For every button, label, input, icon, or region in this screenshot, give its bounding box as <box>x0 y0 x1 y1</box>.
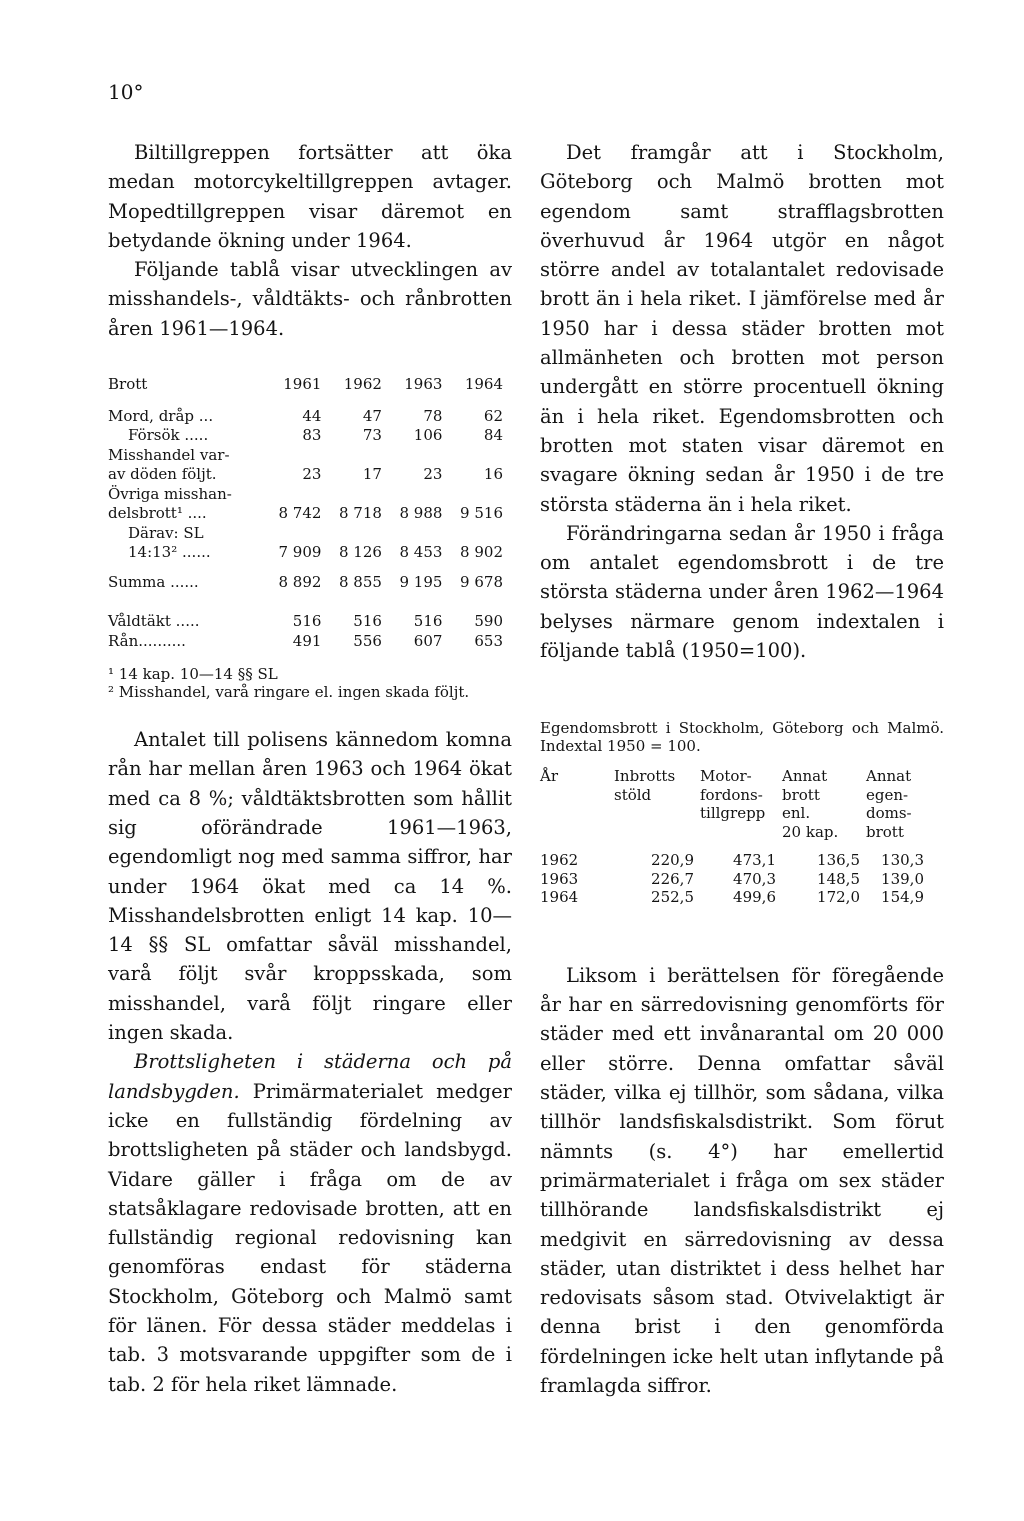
right-column <box>540 138 944 1400</box>
row-label: Rån.......... <box>108 631 186 650</box>
table-row-ran <box>108 632 503 652</box>
cell-inbrott: 252,5 <box>651 888 694 907</box>
cell-annat20: 136,5 <box>817 851 860 870</box>
table-row-forsok <box>108 426 503 446</box>
row-label: delsbrott¹ .... <box>108 504 207 523</box>
table-row <box>540 851 930 870</box>
cell-1963: 607 <box>413 631 443 650</box>
cell-1964: 653 <box>474 631 503 650</box>
table-row <box>540 888 930 907</box>
crime-table <box>108 375 503 651</box>
index-table <box>540 767 930 907</box>
cell-annategen: 130,3 <box>881 851 924 870</box>
cell-1961: 8 892 <box>278 572 322 591</box>
right-paragraph-3: Liksom i berättelsen för föregående år har en särredovisning genomförts för städer med ett invånarantal om 20 000 eller större. Denna omfattar såväl städer, vilka ej tillhör, som sådana, vilka tillhör landsfiskalsdistrikt. Som förut nämnts (s. 4°) har emellertid primärmaterialet i fråga om sex städer tillhörande landsfiskalsdistrikt ej medgivit en särredovisning av dessa städer, utan distriktet i dess helhet har redovisats såsom stad. Otvivelaktigt är denna brist i den genomförda fördelningen icke helt utan inflytande på framlagda siffror. <box>540 963 944 1397</box>
cell-1961: 8 742 <box>278 504 322 523</box>
left-paragraph-4-text: Primärmaterialet medger icke en fullständig fördelning av brottsligheten på städer och landsbygd. Vidare gäller i fråga om de av statsåklagare redovisade brotten, att en fullständig regional redovisning kan genomföras endast för städerna Stockholm, Göteborg och Malmö samt för länen. För dessa städer meddelas i tab. 3 motsvarande uppgifter som de i tab. 2 för hela riket lämnade. <box>108 1079 512 1396</box>
row-label: Mord, dråp ... <box>108 406 214 425</box>
header-1962: 1962 <box>343 375 382 394</box>
cell-1963: 516 <box>413 612 443 631</box>
cell-year: 1962 <box>540 851 579 870</box>
cell-motor: 470,3 <box>733 869 776 888</box>
cell-1962: 8 718 <box>338 504 382 523</box>
cell-1962: 556 <box>353 631 382 650</box>
row-label-line: Övriga misshan- <box>108 484 232 503</box>
table-row-valdtakt <box>108 612 503 632</box>
cell-annategen: 154,9 <box>881 888 924 907</box>
table-row-darav <box>108 543 503 563</box>
left-paragraph-1: Biltillgreppen fortsätter att öka medan motorcykeltillgreppen avtager. Mopedtillgreppen visar däremot en betydande ökning under 1964. <box>108 141 512 252</box>
table-row-ovriga <box>108 504 503 524</box>
cell-1963: 8 988 <box>399 504 443 523</box>
cell-1964: 84 <box>483 426 503 445</box>
page-number: 10° <box>108 80 144 104</box>
left-column <box>108 138 512 1399</box>
cell-1963: 8 453 <box>399 543 443 562</box>
cell-1964: 590 <box>474 612 503 631</box>
cell-1962: 516 <box>353 612 382 631</box>
cell-inbrott: 226,7 <box>651 869 694 888</box>
right-paragraph-1: Det framgår att i Stockholm, Göteborg och Malmö brotten mot egendom samt strafflagsbrotten överhuvud år 1964 utgör en något större andel av totalantalet redovisade brott än i hela riket. I jämförelse med år 1950 har i dessa städer brotten mot allmänheten och brotten mot person undergått en större procentuell ökning än i hela riket. Egendomsbrotten och brotten mot staten visar däremot en svagare ökning sedan år 1950 i de tre största städerna än i hela riket. <box>540 141 944 516</box>
footnotes <box>108 665 512 701</box>
table-row-doden <box>108 465 503 485</box>
cell-1962: 17 <box>362 465 382 484</box>
header-annat-brott: Annat brott enl. 20 kap. <box>782 767 839 841</box>
index-table-header-row <box>540 767 930 851</box>
table-row <box>540 870 930 889</box>
header-1961: 1961 <box>283 375 322 394</box>
cell-1964: 8 902 <box>460 543 503 562</box>
table-row-summa <box>108 573 503 593</box>
cell-1961: 516 <box>292 612 322 631</box>
header-ar: År <box>540 767 559 786</box>
cell-1963: 106 <box>413 426 443 445</box>
cell-1962: 8 126 <box>338 543 382 562</box>
header-motorfordonstillgrepp: Motor- fordons- tillgrepp <box>700 767 766 823</box>
cell-1964: 9 678 <box>460 572 503 591</box>
table-row-label-line <box>108 485 503 505</box>
cell-1962: 8 855 <box>338 572 382 591</box>
left-paragraph-4 <box>108 1047 512 1399</box>
row-label-line: Därav: SL <box>128 523 204 542</box>
footnote-1: ¹ 14 kap. 10—14 §§ SL <box>108 665 278 684</box>
cell-inbrott: 220,9 <box>651 851 694 870</box>
section-heading: Brottsligheten i städerna och på landsbygden. <box>108 1050 512 1103</box>
header-1963: 1963 <box>404 375 443 394</box>
cell-year: 1964 <box>540 888 579 907</box>
row-label: Våldtäkt ..... <box>108 612 200 631</box>
cell-1961: 23 <box>302 465 322 484</box>
cell-annat20: 172,0 <box>817 888 860 907</box>
cell-1964: 9 516 <box>460 504 503 523</box>
right-body-text <box>540 961 944 1400</box>
left-body-text <box>108 725 512 1399</box>
cell-1964: 16 <box>483 465 503 484</box>
cell-year: 1963 <box>540 869 579 888</box>
cell-1962: 47 <box>362 406 382 425</box>
cell-motor: 473,1 <box>733 851 776 870</box>
row-label: Försök ..... <box>128 426 209 445</box>
cell-1961: 44 <box>302 406 322 425</box>
left-paragraph-3: Antalet till polisens kännedom komna rån har mellan åren 1963 och 1964 ökat med ca 8 %; våldtäktsbrotten som hållit sig oförändrade 1961—1963, egendomligt nog med samma siffror, har under 1964 ökat med ca 14 %. Misshandelsbrotten enligt 14 kap. 10—14 §§ SL omfattar såväl misshandel, varå följt svår kroppsskada, som misshandel, varå följt ringare eller ingen skada. <box>108 728 512 1045</box>
cell-annat20: 148,5 <box>817 869 860 888</box>
cell-annategen: 139,0 <box>881 869 924 888</box>
left-paragraph-2: Följande tablå visar utvecklingen av misshandels-, våldtäkts- och rånbrotten åren 1961—1964. <box>108 258 512 340</box>
cell-1963: 23 <box>423 465 443 484</box>
header-1964: 1964 <box>464 375 503 394</box>
cell-1961: 83 <box>302 426 322 445</box>
cell-1961: 7 909 <box>278 543 322 562</box>
cell-1963: 78 <box>423 406 443 425</box>
cell-1961: 491 <box>292 631 322 650</box>
row-label: 14:13² ...... <box>128 543 211 562</box>
table-row-mord <box>108 407 503 427</box>
row-label: av döden följt. <box>108 465 217 484</box>
cell-1962: 73 <box>362 426 382 445</box>
cell-1964: 62 <box>483 406 503 425</box>
header-inbrottsstold: Inbrotts stöld <box>614 767 676 804</box>
header-annat-egendomsbrott: Annat egen- doms- brott <box>866 767 912 841</box>
row-label-line: Misshandel var- <box>108 445 230 464</box>
table-row-label-line <box>108 446 503 466</box>
right-paragraph-2: Förändringarna sedan år 1950 i fråga om antalet egendomsbrott i de tre största städerna under åren 1962—1964 belyses närmare genom indextalen i följande tablå (1950=100). <box>540 521 944 663</box>
header-brott: Brott <box>108 375 148 394</box>
index-table-caption: Egendomsbrott i Stockholm, Göteborg och Malmö. Indextal 1950 = 100. <box>540 719 944 756</box>
cell-1963: 9 195 <box>399 572 443 591</box>
crime-table-header-row <box>108 375 503 407</box>
row-label: Summa ...... <box>108 572 199 591</box>
cell-motor: 499,6 <box>733 888 776 907</box>
footnote-2: ² Misshandel, varå ringare el. ingen skada följt. <box>108 683 470 702</box>
table-row-label-line <box>108 524 503 544</box>
